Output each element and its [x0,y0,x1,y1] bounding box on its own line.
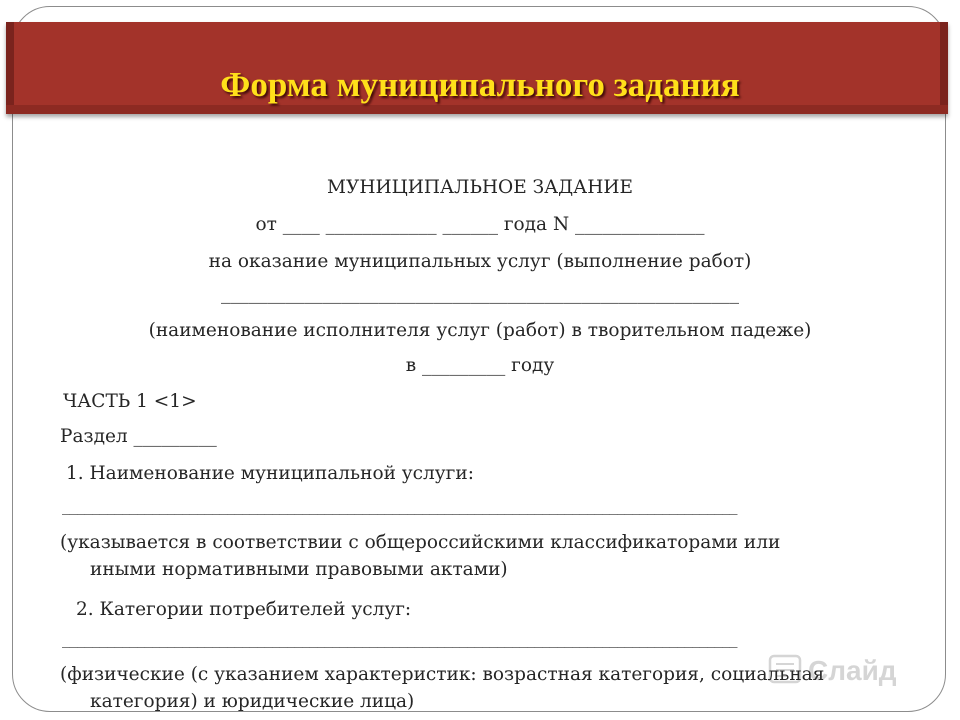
item2-blank: __________________________________________________________________________________________ [62,629,737,648]
watermark-logo-icon [768,650,908,690]
watermark-text: Слайд [808,655,897,686]
item1-label: 1. Наименование муниципальной услуги: [66,463,474,484]
slide-title: Форма муниципального задания [220,65,740,104]
document-heading: МУНИЦИПАЛЬНОЕ ЗАДАНИЕ [327,177,633,198]
item2-note-line2: категория) и юридические лица) [90,691,415,712]
title-bar-bottom-edge [6,105,948,114]
executor-note: (наименование исполнителя услуг (работ) в творительном падеже) [148,320,812,341]
purpose-line: на оказание муниципальных услуг (выполнение работ) [208,251,752,272]
item1-note-line2: иными нормативными правовыми актами) [90,559,508,580]
part-label: ЧАСТЬ 1 <1> [63,391,197,412]
executor-blank: ________________________________________________________ [221,283,739,304]
watermark-logo [768,650,908,690]
item1-blank: __________________________________________________________________________________________ [62,496,737,515]
section-label: Раздел _________ [60,426,217,447]
date-line: от ____ ____________ ______ года N ______________ [255,214,705,235]
item2-label: 2. Категории потребителей услуг: [76,599,412,620]
item1-note-line1: (указывается в соответствии с общероссийскими классификаторами или [60,532,781,553]
year-line: в _________ году [405,355,555,376]
item2-note-line1: (физические (с указанием характеристик: возрастная категория, социальная [60,664,825,685]
